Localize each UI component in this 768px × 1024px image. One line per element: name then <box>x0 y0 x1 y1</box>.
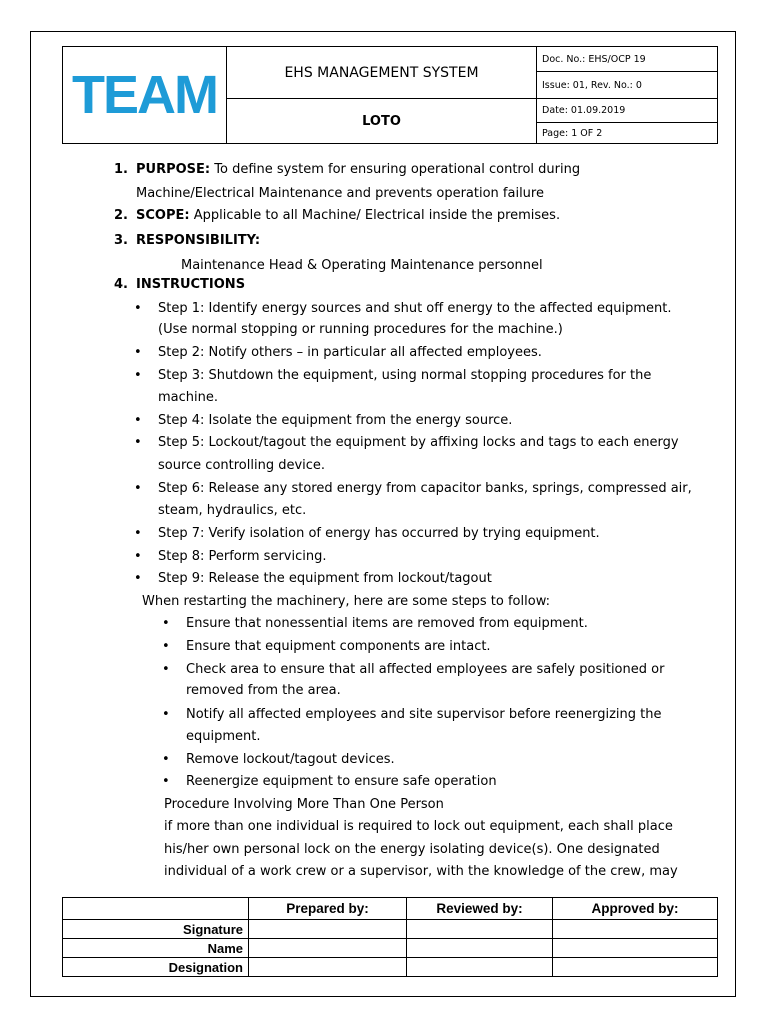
name-prepared-cell[interactable] <box>249 939 407 958</box>
step-line: steam, hydraulics, etc. <box>158 503 307 518</box>
bullet: • <box>134 368 142 383</box>
responsibility-text: Maintenance Head & Operating Maintenance personnel <box>181 258 543 273</box>
bullet: • <box>134 413 142 428</box>
purpose-text-2: Machine/Electrical Maintenance and prevents operation failure <box>136 186 544 201</box>
name-approved-cell[interactable] <box>553 939 718 958</box>
bullet: • <box>162 774 170 789</box>
bullet: • <box>162 707 170 722</box>
restart-step: removed from the area. <box>186 683 341 698</box>
multi-person-text: his/her own personal lock on the energy isolating device(s). One designated <box>164 842 660 857</box>
step-line: source controlling device. <box>158 458 326 473</box>
purpose-line <box>136 162 580 178</box>
step-line: Step 6: Release any stored energy from capacitor banks, springs, compressed air, <box>158 481 692 496</box>
page-number: Page: 1 OF 2 <box>542 127 603 139</box>
scope-line <box>136 208 560 224</box>
doc-number: Doc. No.: EHS/OCP 19 <box>537 47 717 72</box>
system-title: EHS MANAGEMENT SYSTEM <box>227 47 537 99</box>
restart-step: Check area to ensure that all affected employees are safely positioned or <box>186 662 665 677</box>
signature-prepared-cell[interactable] <box>249 920 407 939</box>
document-date: Date: 01.09.2019 <box>537 99 717 123</box>
step-line: Step 8: Perform servicing. <box>158 549 327 564</box>
approval-table <box>62 897 718 977</box>
restart-step: Remove lockout/tagout devices. <box>186 752 395 767</box>
bullet: • <box>134 549 142 564</box>
table-header-cell: Reviewed by: <box>407 898 553 920</box>
table-header-cell <box>63 898 249 920</box>
section-number: 2. <box>114 208 128 223</box>
section-number: 1. <box>114 162 128 177</box>
bullet: • <box>134 435 142 450</box>
table-header-cell: Prepared by: <box>249 898 407 920</box>
restart-step: Notify all affected employees and site supervisor before reenergizing the <box>186 707 662 722</box>
bullet: • <box>134 526 142 541</box>
designation-reviewed-cell[interactable] <box>407 958 553 977</box>
bullet: • <box>134 571 142 586</box>
bullet: • <box>162 639 170 654</box>
step-line: Step 1: Identify energy sources and shut off energy to the affected equipment. <box>158 301 672 316</box>
designation-approved-cell[interactable] <box>553 958 718 977</box>
table-header-cell: Approved by: <box>553 898 718 920</box>
restart-step: Reenergize equipment to ensure safe operation <box>186 774 497 789</box>
name-reviewed-cell[interactable] <box>407 939 553 958</box>
step-line: Step 4: Isolate the equipment from the energy source. <box>158 413 513 428</box>
step-line: machine. <box>158 390 218 405</box>
logo-cell <box>63 47 227 143</box>
restart-step: equipment. <box>186 729 261 744</box>
document-title: LOTO <box>227 99 537 143</box>
multi-person-text: individual of a work crew or a supervisor, with the knowledge of the crew, may <box>164 864 678 879</box>
table-row <box>63 920 718 939</box>
step-line: Step 9: Release the equipment from lockout/tagout <box>158 571 492 586</box>
bullet: • <box>134 481 142 496</box>
row-label: Name <box>63 939 249 958</box>
signature-reviewed-cell[interactable] <box>407 920 553 939</box>
bullet: • <box>162 616 170 631</box>
step-line: (Use normal stopping or running procedures for the machine.) <box>158 322 563 337</box>
restart-step: Ensure that nonessential items are removed from equipment. <box>186 616 588 631</box>
table-header-row <box>63 898 718 920</box>
signature-approved-cell[interactable] <box>553 920 718 939</box>
table-row <box>63 939 718 958</box>
responsibility-heading: RESPONSIBILITY: <box>136 233 261 248</box>
designation-prepared-cell[interactable] <box>249 958 407 977</box>
row-label: Signature <box>63 920 249 939</box>
step-line: Step 3: Shutdown the equipment, using normal stopping procedures for the <box>158 368 652 383</box>
restart-step: Ensure that equipment components are intact. <box>186 639 491 654</box>
bullet: • <box>134 301 142 316</box>
bullet: • <box>134 345 142 360</box>
team-logo: TEAM <box>72 65 217 125</box>
table-row <box>63 958 718 977</box>
scope-heading: SCOPE: <box>136 208 190 223</box>
step-line: Step 5: Lockout/tagout the equipment by affixing locks and tags to each energy <box>158 435 679 450</box>
bullet: • <box>162 752 170 767</box>
multi-person-text: if more than one individual is required to lock out equipment, each shall place <box>164 819 673 834</box>
bullet: • <box>162 662 170 677</box>
multi-person-heading: Procedure Involving More Than One Person <box>164 797 444 812</box>
document-header <box>62 46 718 144</box>
step-line: Step 7: Verify isolation of energy has occurred by trying equipment. <box>158 526 600 541</box>
row-label: Designation <box>63 958 249 977</box>
restart-intro: When restarting the machinery, here are some steps to follow: <box>142 594 550 609</box>
purpose-text: To define system for ensuring operational control during <box>210 162 581 177</box>
scope-text: Applicable to all Machine/ Electrical inside the premises. <box>189 208 561 223</box>
purpose-heading: PURPOSE: <box>136 162 211 177</box>
section-number: 4. <box>114 277 128 292</box>
instructions-heading: INSTRUCTIONS <box>136 277 246 292</box>
step-line: Step 2: Notify others – in particular all affected employees. <box>158 345 542 360</box>
section-number: 3. <box>114 233 128 248</box>
issue-revision: Issue: 01, Rev. No.: 0 <box>537 72 717 99</box>
